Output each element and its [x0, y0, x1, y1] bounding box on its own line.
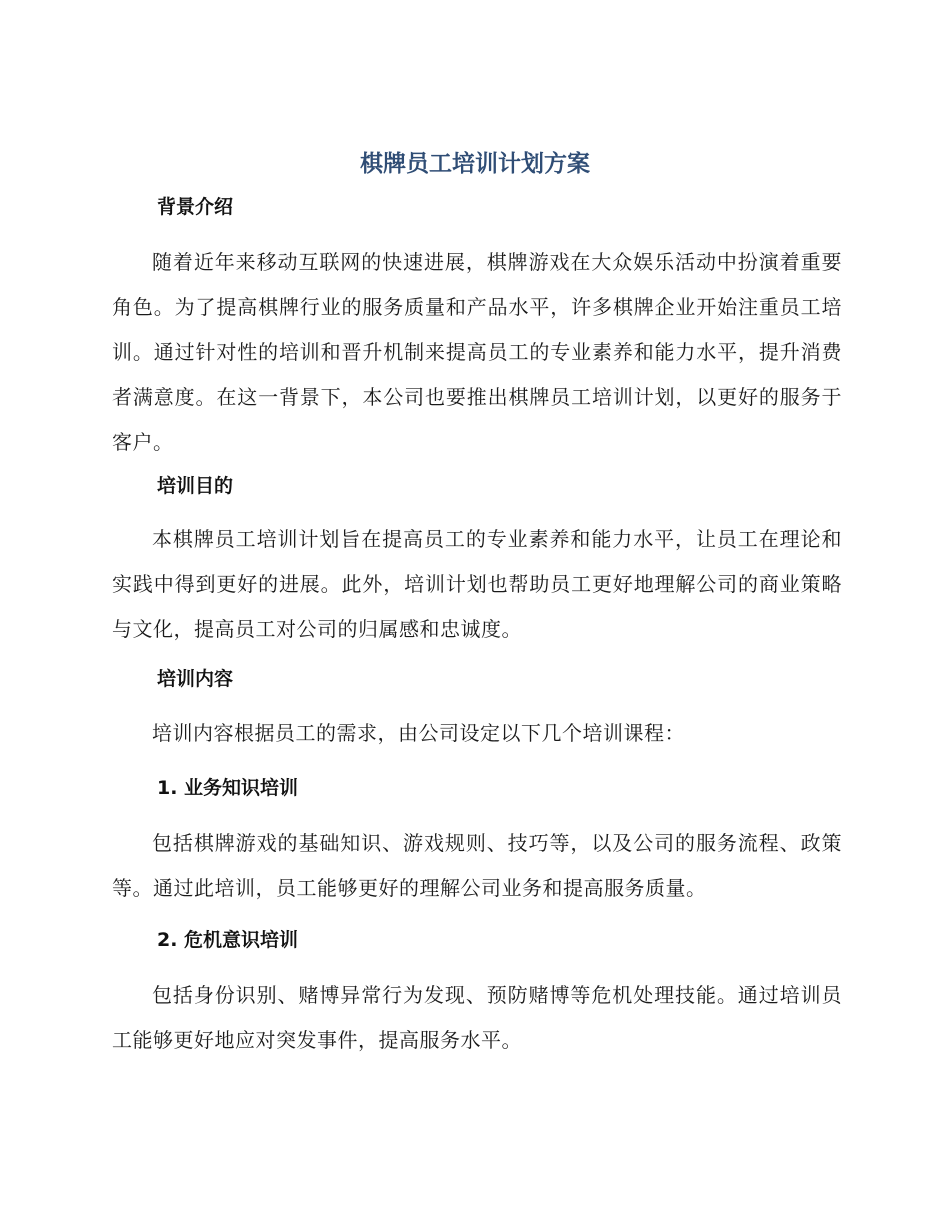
section-heading-background: 背景介绍	[157, 196, 234, 218]
section-heading-purpose: 培训目的	[157, 475, 234, 497]
section-paragraph-purpose: 本棋牌员工培训计划旨在提高员工的专业素养和能力水平，让员工在理论和实践中得到更好的进展。此外，培训计划也帮助员工更好地理解公司的商业策略与文化，提高员工对公司的归属感和忠诚度。	[112, 527, 842, 641]
section-paragraph-crisis-training: 包括身份识别、赌博异常行为发现、预防赌博等危机处理技能。通过培训员工能够更好地应对突发事件，提高服务水平。	[112, 983, 842, 1052]
section-heading-content: 培训内容	[157, 668, 234, 690]
section-paragraph-content: 培训内容根据员工的需求，由公司设定以下几个培训课程：	[152, 721, 685, 745]
section-paragraph-background: 随着近年来移动互联网的快速进展，棋牌游戏在大众娱乐活动中扮演着重要角色。为了提高棋牌行业的服务质量和产品水平，许多棋牌企业开始注重员工培训。通过针对性的培训和晋升机制来提高员工的专业素养和能力水平，提升消费者满意度。在这一背景下，本公司也要推出棋牌员工培训计划，以更好的服务于客户。	[112, 250, 842, 454]
section-heading-crisis-training: 2. 危机意识培训	[157, 929, 299, 951]
section-heading-business-training: 1. 业务知识培训	[157, 777, 299, 799]
section-paragraph-business-training: 包括棋牌游戏的基础知识、游戏规则、技巧等，以及公司的服务流程、政策等。通过此培训，员工能够更好的理解公司业务和提高服务质量。	[112, 831, 842, 900]
document-title: 棋牌员工培训计划方案	[360, 151, 590, 177]
